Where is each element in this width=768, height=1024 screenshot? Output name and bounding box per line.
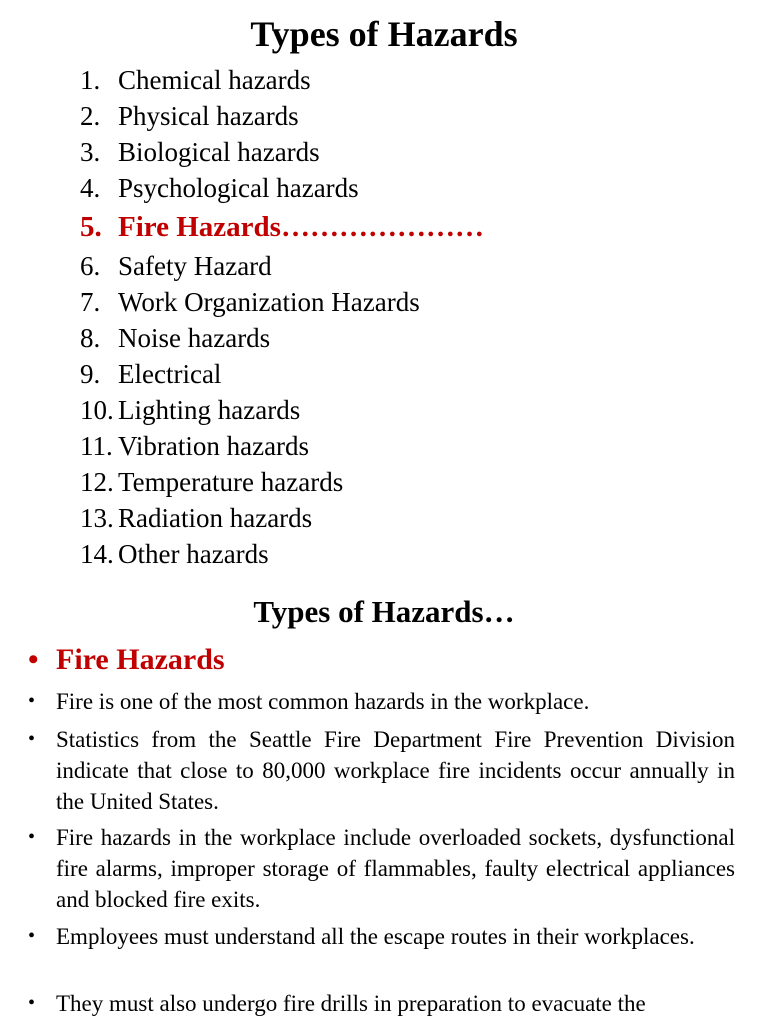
list-item-label: Biological hazards (118, 137, 320, 167)
list-item-label: Noise hazards (118, 323, 271, 353)
list-item-number: 9. (80, 359, 101, 389)
list-item-number: 4. (80, 173, 101, 203)
bullet-icon: • (28, 992, 36, 1014)
list-item-number: 1. (80, 65, 101, 95)
section-heading-label: Fire Hazards (56, 643, 225, 676)
list-item-label: Safety Hazard (118, 251, 272, 281)
list-item-number: 3. (80, 137, 101, 167)
list-item-number: 13. (80, 503, 114, 533)
list-item-number: 12. (80, 467, 114, 497)
list-item-label: Physical hazards (118, 101, 299, 131)
list-item-label: Electrical (118, 359, 222, 389)
page-title: Types of Hazards (250, 14, 518, 54)
list-item-number: 6. (80, 251, 101, 281)
list-item-number: 14. (80, 539, 114, 569)
bullet-icon: • (28, 643, 39, 676)
list-item-label: Temperature hazards (118, 467, 344, 497)
bullet-text: They must also undergo fire drills in preparation to evacuate the (56, 991, 646, 1016)
bullet-icon: • (28, 826, 36, 848)
section-title: Types of Hazards… (253, 594, 515, 629)
list-item-label: Fire Hazards………………… (118, 211, 484, 243)
bullet-text: Statistics from the Seattle Fire Department Fire Prevention Division indicate that close to 80,000 workplace fire incidents occur annually in the United States. (56, 727, 735, 814)
list-item-label: Radiation hazards (118, 503, 313, 533)
list-item-number: 11. (80, 431, 113, 461)
section-heading (28, 640, 225, 680)
list-item-number: 8. (80, 323, 101, 353)
list-item-label: Lighting hazards (118, 395, 301, 425)
bullet-text: Fire hazards in the workplace include overloaded sockets, dysfunctional fire alarms, improper storage of flammables, faulty electrical appliances and blocked fire exits. (56, 825, 735, 912)
bullet-icon: • (28, 925, 36, 947)
list-item-number: 2. (80, 101, 101, 131)
list-item-label: Work Organization Hazards (118, 287, 420, 317)
bullet-text: Fire is one of the most common hazards in the workplace. (56, 689, 590, 714)
list-item-number: 10. (80, 395, 114, 425)
list-item-label: Vibration hazards (118, 431, 310, 461)
list-item-label: Other hazards (118, 539, 269, 569)
list-item-label: Chemical hazards (118, 65, 311, 95)
bullet-text: Employees must understand all the escape routes in their workplaces. (56, 924, 695, 949)
list-item-label: Psychological hazards (118, 173, 359, 203)
bullet-icon: • (28, 690, 36, 712)
list-item-number: 5. (80, 211, 102, 243)
bullet-icon: • (28, 728, 36, 750)
list-item-number: 7. (80, 287, 101, 317)
